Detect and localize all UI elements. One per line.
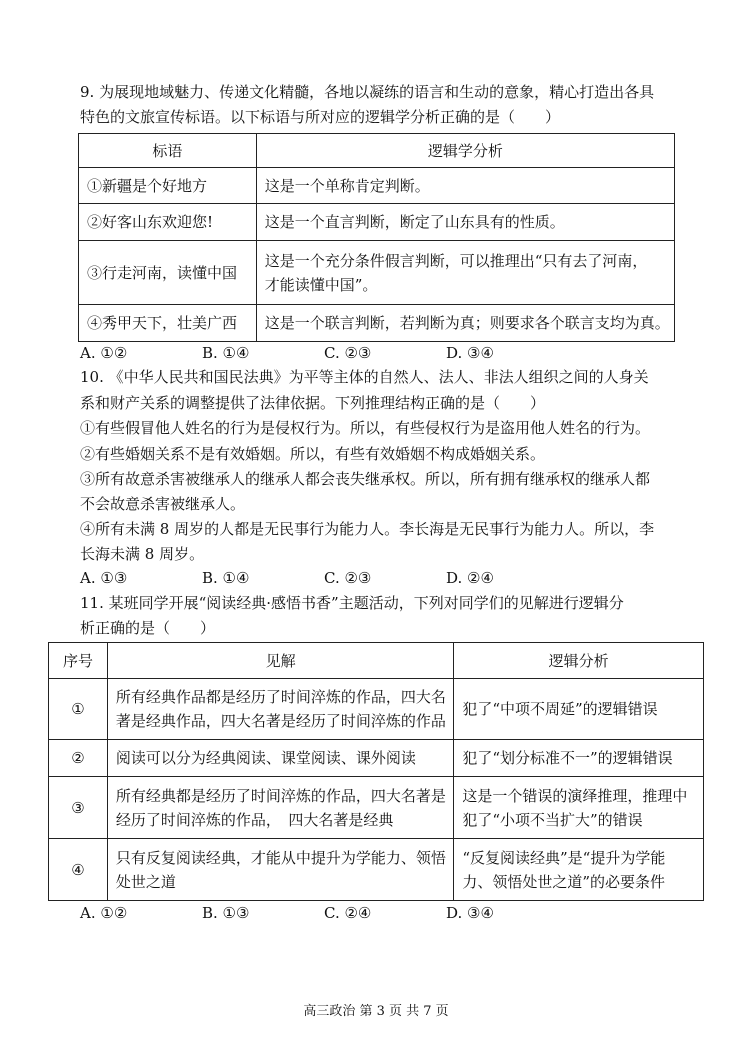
q10-item-3-line2: 不会故意杀害被继承人。 [80, 495, 246, 513]
q9-slogan-1: ①新疆是个好地方 [79, 168, 257, 204]
q9-analysis-2: 这是一个直言判断，断定了山东具有的性质。 [256, 204, 674, 241]
q9-analysis-3-line1: 这是一个充分条件假言判断，可以推理出“只有去了河南， [264, 251, 648, 270]
q9-stem-line1: 9. 为展现地域魅力、传递文化精髓，各地以凝练的语言和生动的意象，精心打造出各具 [80, 83, 655, 101]
q11-view-1-line2: 著是经典作品，四大名著是经历了时间淬炼的作品 [115, 712, 446, 730]
q9-option-c: C. ②③ [324, 344, 372, 362]
q11-view-1 [107, 679, 453, 740]
q11-option-d: D. ③④ [446, 904, 494, 922]
q11-view-3 [107, 777, 453, 839]
q9-option-a: A. ①② [80, 344, 128, 362]
table-row [79, 168, 675, 204]
q10-item-2: ②有些婚姻关系不是有效婚姻。所以，有些有效婚姻不构成婚姻关系。 [80, 445, 546, 463]
q11-option-a: A. ①② [80, 904, 128, 922]
q11-num-4: ④ [49, 839, 108, 901]
table-row [79, 305, 675, 342]
q9-stem-line2: 特色的文旅宣传标语。以下标语与所对应的逻辑学分析正确的是（ ） [80, 108, 561, 126]
q11-num-1: ① [49, 679, 108, 740]
q11-view-1-line1: 所有经典作品都是经历了时间淬炼的作品，四大名 [115, 688, 446, 706]
q11-num-2: ② [49, 740, 108, 777]
q11-analysis-3 [454, 777, 704, 839]
q9-analysis-4: 这是一个联言判断，若判断为真；则要求各个联言支均为真。 [256, 305, 674, 342]
q11-header-num: 序号 [49, 643, 108, 679]
q11-analysis-2: 犯了“划分标准不一”的逻辑错误 [454, 740, 704, 777]
q9-table [78, 133, 675, 342]
q10-option-d: D. ②④ [446, 569, 494, 587]
q11-options [80, 902, 568, 924]
q11-stem-line2: 析正确的是（ ） [80, 619, 216, 637]
table-row [79, 204, 675, 241]
q9-option-d: D. ③④ [446, 344, 494, 362]
q11-analysis-1: 犯了“中项不周延”的逻辑错误 [454, 679, 704, 740]
q10-option-c: C. ②③ [324, 569, 372, 587]
q11-analysis-4-line2: 力、领悟处世之道”的必要条件 [462, 872, 665, 891]
q11-table [48, 642, 704, 901]
q11-view-4-line2: 处世之道 [115, 872, 176, 891]
q10-item-1: ①有些假冒他人姓名的行为是侵权行为。所以，有些侵权行为是盗用他人姓名的行为。 [80, 419, 651, 437]
q11-view-4 [107, 839, 453, 901]
q11-analysis-4 [454, 839, 704, 901]
q9-header-analysis: 逻辑学分析 [256, 134, 674, 168]
q10-item-3-line1: ③所有故意杀害被继承人的继承人都会丧失继承权。所以，所有拥有继承权的继承人都 [80, 470, 651, 488]
table-row [49, 679, 704, 740]
table-row [49, 740, 704, 777]
q10-stem-line1: 10. 《中华人民共和国民法典》为平等主体的自然人、法人、非法人组织之间的人身关 [80, 368, 649, 386]
q11-analysis-4-line1: “反复阅读经典”是“提升为学能 [462, 848, 666, 867]
q10-option-b: B. ①④ [202, 569, 250, 587]
table-row [49, 777, 704, 839]
q11-view-4-line1: 只有反复阅读经典，才能从中提升为学能力、领悟 [115, 848, 446, 867]
table-row [79, 241, 675, 305]
q9-option-b: B. ①④ [202, 344, 250, 362]
page-footer: 高三政治 第 3 页 共 7 页 [303, 1004, 449, 1019]
q11-header-view: 见解 [107, 643, 453, 679]
q11-view-3-line2: 经历了时间淬炼的作品， 四大名著是经典 [115, 810, 394, 829]
q11-option-b: B. ①③ [202, 904, 250, 922]
q11-header-analysis: 逻辑分析 [454, 643, 704, 679]
table-row [49, 839, 704, 901]
q9-options [80, 342, 568, 364]
q9-slogan-3: ③行走河南，读懂中国 [79, 241, 257, 305]
q9-header-slogan: 标语 [79, 134, 257, 168]
q11-analysis-3-line2: 犯了“小项不当扩大”的错误 [462, 810, 643, 829]
q9-slogan-4: ④秀甲天下，壮美广西 [79, 305, 257, 342]
q10-item-4-line2: 长海未满 8 周岁。 [80, 545, 205, 563]
q11-stem-line1: 11. 某班同学开展“阅读经典·感悟书香”主题活动，下列对同学们的见解进行逻辑分 [80, 594, 624, 612]
q11-view-3-line1: 所有经典都是经历了时间淬炼的作品，四大名著是 [115, 786, 446, 805]
q11-analysis-3-line1: 这是一个错误的演绎推理，推理中 [462, 786, 688, 805]
q11-view-2: 阅读可以分为经典阅读、课堂阅读、课外阅读 [107, 740, 453, 777]
q9-analysis-3 [256, 241, 674, 305]
q11-option-c: C. ②④ [324, 904, 372, 922]
q10-options [80, 567, 568, 589]
q10-item-4-line1: ④所有未满 8 周岁的人都是无民事行为能力人。李长海是无民事行为能力人。所以，李 [80, 520, 655, 538]
q10-option-a: A. ①③ [80, 569, 128, 587]
q9-analysis-1: 这是一个单称肯定判断。 [256, 168, 674, 204]
q9-slogan-2: ②好客山东欢迎您! [79, 204, 257, 241]
q10-stem-line2: 系和财产关系的调整提供了法律依据。下列推理结构正确的是（ ） [80, 394, 546, 412]
q9-analysis-3-line2: 才能读懂中国”。 [264, 275, 378, 294]
q11-num-3: ③ [49, 777, 108, 839]
